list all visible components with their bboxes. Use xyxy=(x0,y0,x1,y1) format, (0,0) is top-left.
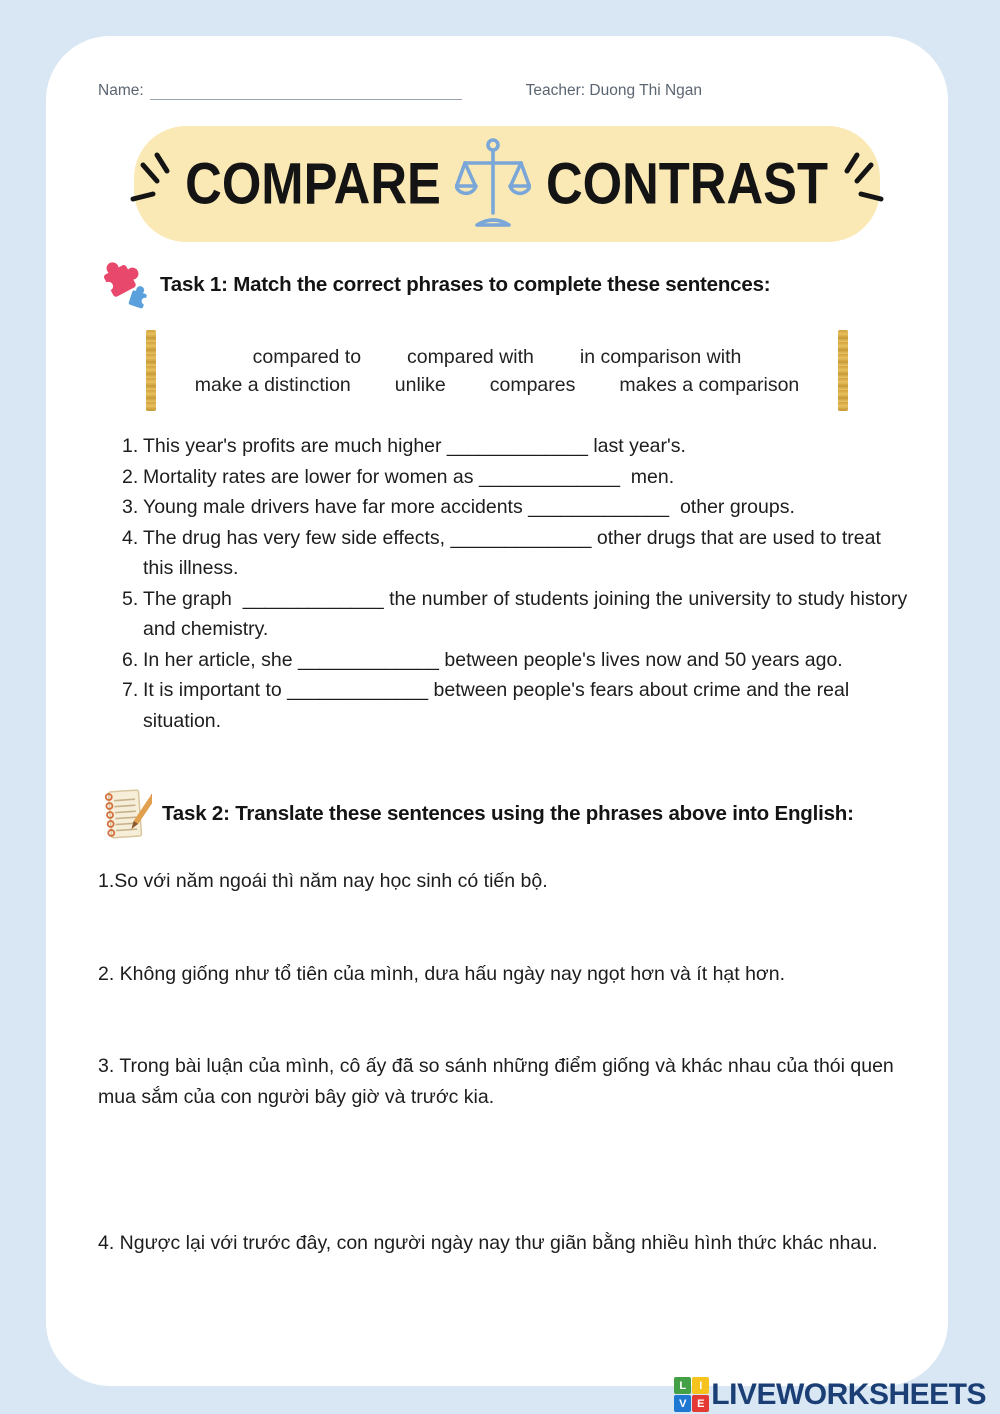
sentence-number: 6. xyxy=(122,648,139,671)
task1-heading-row xyxy=(98,258,896,312)
bank-phrase: make a distinction xyxy=(194,374,351,396)
bank-phrase: unlike xyxy=(394,374,446,396)
puzzle-icon xyxy=(98,258,150,312)
task1-sentence-list xyxy=(122,431,913,736)
sentence-text: Mortality rates are lower for women as _____________ men. xyxy=(143,465,675,488)
name-blank-line xyxy=(150,84,462,100)
sentence-number: 4. xyxy=(122,526,139,549)
teacher-label: Teacher: Duong Thi Ngan xyxy=(525,82,703,99)
title-banner xyxy=(134,126,880,242)
logo-square-l: L xyxy=(674,1377,691,1394)
bank-phrase: compares xyxy=(489,374,576,396)
name-label: Name: xyxy=(98,82,144,99)
sentence-item xyxy=(122,584,913,645)
balance-scales-icon xyxy=(455,137,531,231)
sentence-item xyxy=(122,645,908,676)
bank-phrase: makes a comparison xyxy=(619,374,800,396)
sparkle-right-icon xyxy=(841,147,885,221)
header xyxy=(98,82,896,100)
translate-sentence-4: 4. Ngược lại với trước đây, con người ngày nay thư giãn bằng nhiều hình thức khác nhau. xyxy=(98,1232,878,1254)
sentence-item xyxy=(122,523,908,584)
sentence-item xyxy=(122,675,908,736)
logo-square-e: E xyxy=(692,1395,709,1412)
banner-word-contrast: CONTRAST xyxy=(546,151,829,217)
sentence-number: 5. xyxy=(122,587,139,610)
sentence-text: The drug has very few side effects, _____________ other drugs that are used to treat this illness. xyxy=(143,526,887,579)
sentence-text: This year's profits are much higher _____________ last year's. xyxy=(143,435,686,457)
sparkle-left-icon xyxy=(129,147,173,221)
sentence-item xyxy=(122,462,908,493)
liveworksheets-logo-icon xyxy=(674,1377,709,1412)
worksheet-card xyxy=(46,36,948,1386)
word-bank-row-1 xyxy=(172,343,822,371)
translate-sentence-1: 1.So với năm ngoái thì năm nay học sinh có tiến bộ. xyxy=(98,870,548,892)
bank-phrase: in comparison with xyxy=(579,346,742,368)
sentence-number: 7. xyxy=(122,679,139,701)
sentence-number: 1. xyxy=(122,435,139,457)
sentence-text: The graph _____________ the number of students joining the university to study history and chemistry. xyxy=(143,587,913,640)
word-bank-row-2 xyxy=(172,371,822,399)
sentence-text: Young male drivers have far more accidents _____________ other groups. xyxy=(143,496,795,518)
notepad-pencil-icon xyxy=(98,786,152,842)
word-bank xyxy=(146,328,848,413)
bank-phrase: compared with xyxy=(407,346,534,368)
logo-square-i: I xyxy=(692,1377,709,1394)
task1-title: Task 1: Match the correct phrases to complete these sentences: xyxy=(160,273,771,296)
sentence-text: In her article, she _____________ between people's lives now and 50 years ago. xyxy=(143,648,843,671)
liveworksheets-logo[interactable] xyxy=(674,1377,986,1412)
logo-square-v: V xyxy=(674,1395,691,1412)
name-field xyxy=(98,82,462,100)
task2-title: Task 2: Translate these sentences using the phrases above into English: xyxy=(162,802,854,825)
sentence-text: It is important to _____________ between people's fears about crime and the real situation. xyxy=(143,679,855,732)
sentence-number: 2. xyxy=(122,465,139,488)
sentence-item xyxy=(122,492,908,523)
logo-wordmark: LIVEWORKSHEETS xyxy=(711,1377,986,1411)
bank-phrase: compared to xyxy=(252,346,362,368)
banner-word-compare: COMPARE xyxy=(185,151,441,217)
sentence-number: 3. xyxy=(122,496,139,518)
translate-sentence-2: 2. Không giống như tổ tiên của mình, dưa hấu ngày nay ngọt hơn và ít hạt hơn. xyxy=(98,962,785,985)
translate-sentence-3: 3. Trong bài luận của mình, cô ấy đã so sánh những điểm giống và khác nhau của thói quen mua sắm của con người bây giờ và trước kia. xyxy=(98,1055,900,1108)
gold-bar-left xyxy=(146,330,156,411)
task2-heading-row xyxy=(98,786,896,842)
sentence-item xyxy=(122,431,908,462)
gold-bar-right xyxy=(838,330,848,411)
